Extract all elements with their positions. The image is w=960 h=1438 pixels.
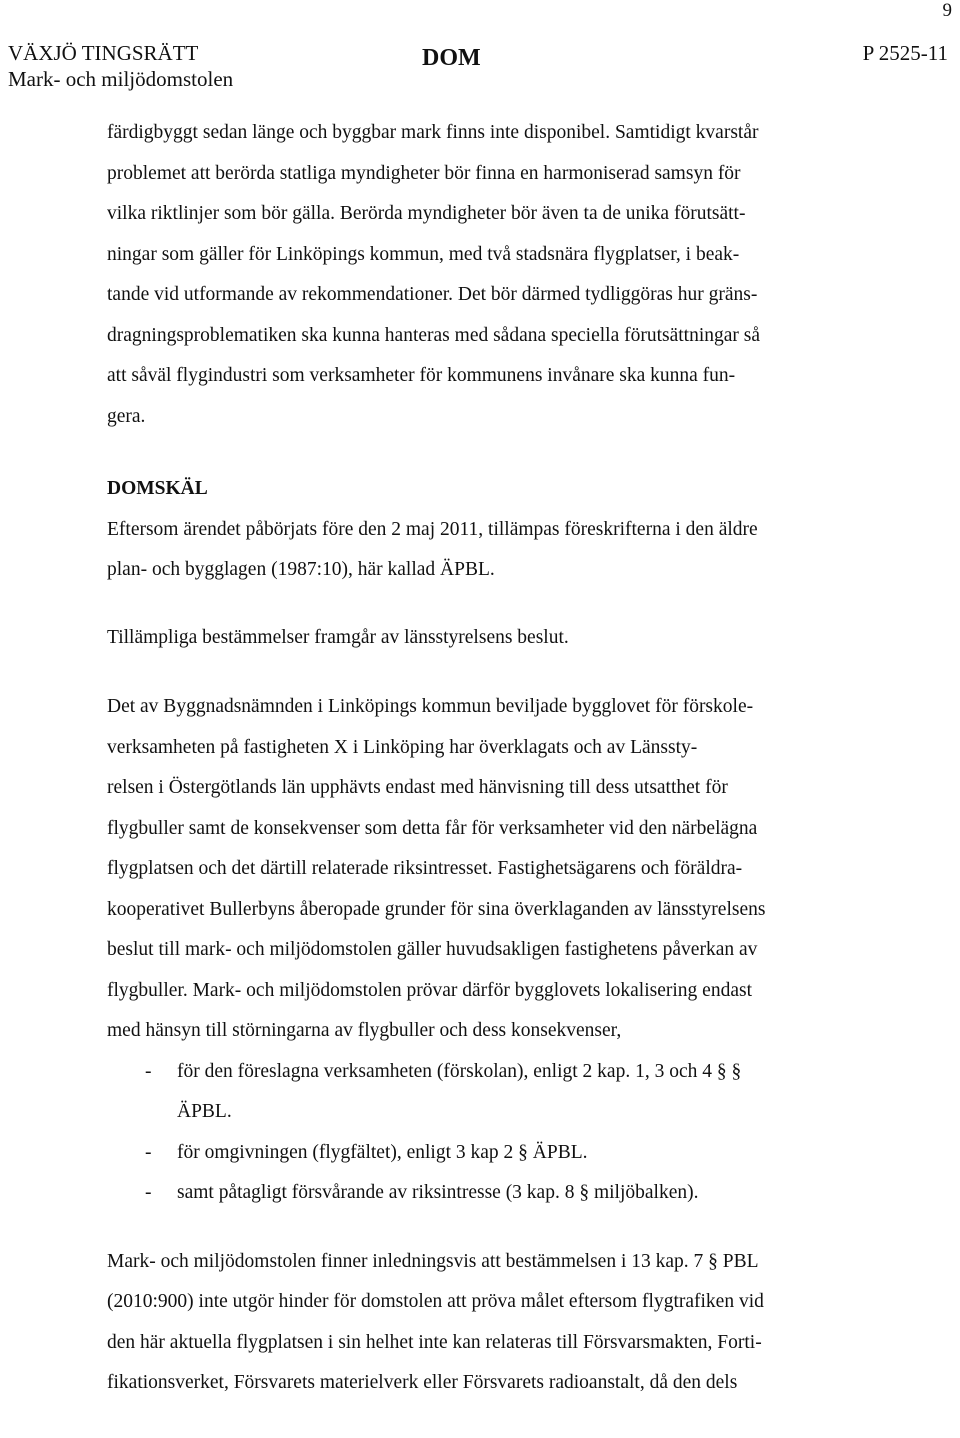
text-line: färdigbyggt sedan länge och byggbar mark finns inte disponibel. Samtidigt kvarstår: [107, 122, 759, 143]
text-line: flygplatsen och det därtill relaterade riksintresset. Fastighetsägarens och föräldra-: [107, 858, 743, 879]
text-line: beslut till mark- och miljödomstolen gäller huvudsakligen fastighetens påverkan av: [107, 939, 758, 960]
list-dash: -: [145, 1182, 152, 1203]
list-item-continuation: ÄPBL.: [177, 1101, 232, 1122]
document-header: [8, 40, 948, 100]
text-line: Eftersom ärendet påbörjats före den 2 maj 2011, tillämpas föreskrifterna i den äldre: [107, 518, 758, 540]
text-line: (2010:900) inte utgör hinder för domstolen att pröva målet eftersom flygtrafiken vid: [107, 1291, 764, 1312]
list-item-text: samt påtagligt försvårande av riksintresse (3 kap. 8 § miljöbalken).: [177, 1182, 699, 1203]
case-number: P 2525-11: [862, 41, 948, 65]
text-line: fikationsverket, Försvarets materielverk eller Försvarets radioanstalt, då den dels: [107, 1372, 738, 1393]
court-division: Mark- och miljödomstolen: [8, 67, 234, 91]
text-line: flygbuller. Mark- och miljödomstolen prövar därför bygglovets lokalisering endast: [107, 979, 752, 1001]
list-item: [107, 1173, 897, 1214]
list-dash: -: [145, 1141, 152, 1163]
document-body: [107, 113, 897, 1404]
section-heading: DOMSKÄL: [107, 478, 208, 499]
list-dash: -: [145, 1060, 152, 1082]
paragraph-4: [107, 687, 897, 1052]
court-name: VÄXJÖ TINGSRÄTT: [8, 41, 199, 65]
text-line: Det av Byggnadsnämnden i Linköpings kommun beviljade bygglovet för förskole-: [107, 696, 754, 717]
text-line: dragningsproblematiken ska kunna hanteras med sådana speciella förutsättningar så: [107, 324, 761, 346]
text-line: flygbuller samt de konsekvenser som detta får för verksamheter vid den närbelägna: [107, 817, 758, 839]
text-line: gera.: [107, 405, 146, 427]
text-line: Mark- och miljödomstolen finner inledningsvis att bestämmelsen i 13 kap. 7 § PBL: [107, 1250, 759, 1272]
document-type: DOM: [422, 45, 481, 71]
text-line: den här aktuella flygplatsen i sin helhet inte kan relateras till Försvarsmakten, Forti-: [107, 1331, 762, 1353]
text-line: plan- och bygglagen (1987:10), här kallad ÄPBL.: [107, 559, 495, 580]
paragraph-3: Tillämpliga bestämmelser framgår av länsstyrelsens beslut.: [107, 626, 569, 648]
text-line: att såväl flygindustri som verksamheter för kommunens invånare ska kunna fun-: [107, 365, 736, 386]
list-item-text: för den föreslagna verksamheten (förskolan), enligt 2 kap. 1, 3 och 4 § §: [177, 1060, 742, 1082]
text-line: kooperativet Bullerbyns åberopade grunder för sina överklaganden av länsstyrelsens: [107, 898, 766, 920]
text-line: ningar som gäller för Linköpings kommun, med två stadsnära flygplatser, i beak-: [107, 243, 740, 265]
text-line: problemet att berörda statliga myndigheter bör finna en harmoniserad samsyn för: [107, 162, 741, 184]
dash-list: [107, 1052, 897, 1214]
list-item: [107, 1052, 897, 1093]
list-item-text: för omgivningen (flygfältet), enligt 3 kap 2 § ÄPBL.: [177, 1141, 588, 1163]
text-line: tande vid utformande av rekommendationer. Det bör därmed tydliggöras hur gräns-: [107, 284, 758, 305]
text-line: med hänsyn till störningarna av flygbuller och dess konsekvenser,: [107, 1020, 622, 1041]
page-number: 9: [942, 0, 952, 21]
paragraph-2: [107, 510, 897, 591]
list-item: [107, 1133, 897, 1174]
text-line: verksamheten på fastigheten X i Linköping har överklagats och av Länssty-: [107, 736, 698, 758]
text-line: relsen i Östergötlands län upphävts endast med hänvisning till dess utsatthet för: [107, 777, 728, 798]
paragraph-5: [107, 1242, 897, 1404]
paragraph-1: [107, 113, 897, 437]
text-line: vilka riktlinjer som bör gälla. Berörda myndigheter bör även ta de unika förutsätt-: [107, 203, 746, 224]
